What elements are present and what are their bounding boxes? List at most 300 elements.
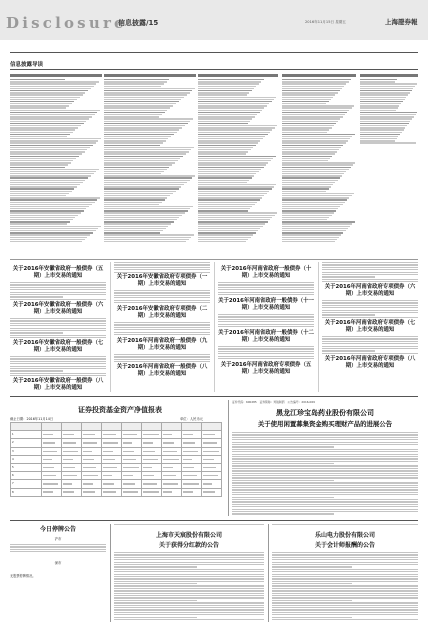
fund-cell-text [143,467,152,468]
guide-row [104,239,189,240]
guide-row [198,204,255,205]
guide-row [104,167,169,168]
guide-row [282,215,332,216]
text-line [322,336,418,337]
guide-row [10,142,96,143]
fund-cell [62,439,82,447]
fund-cell [141,480,161,488]
issue-date: 2016年11月15日 星期五 [305,20,346,24]
guide-row [104,177,192,178]
text-line [232,439,418,440]
guide-row [198,149,251,150]
guide-row [198,79,264,80]
notices-rule [10,259,418,260]
fund-cell-text [203,451,219,452]
guide-row [198,83,259,84]
guide-row [282,149,339,150]
fund-cell-text [143,434,159,435]
text-line [218,319,314,320]
guide-row [10,112,97,113]
guide-row [282,134,355,135]
fund-cell-text [43,475,56,476]
fund-cell-text [203,442,217,443]
fund-cell [82,455,102,463]
guide-row [10,199,97,200]
fund-cell [141,455,161,463]
fund-table-header-cell [181,423,201,431]
guide-row [10,83,96,84]
guide-row [198,169,261,170]
fund-cell [121,480,141,488]
text-line [272,593,418,594]
guide-row [10,230,96,231]
guide-row [360,83,417,84]
guide-row [10,162,71,163]
guide-row [198,167,264,168]
fund-cell-text [103,451,113,452]
guide-row [360,103,401,104]
text-line [114,612,264,613]
guide-row [104,151,189,152]
fund-cell-text [43,467,54,468]
text-line [272,552,418,553]
fund-row-index: 2 [11,439,42,447]
fund-report-date: 截止日期：2016年11月14日 [10,417,54,421]
fund-table-header-cell [82,423,102,431]
guide-row [10,171,96,172]
guide-row [282,219,327,220]
guide-row [10,167,65,168]
notice-body [322,262,418,284]
notice-col-1 [10,262,106,392]
text-line [114,324,210,325]
fund-cell [181,439,201,447]
fund-cell-text [83,451,92,452]
guide-row [10,182,83,183]
text-line [232,449,418,450]
fund-cell-text [43,491,53,492]
guide-row [282,171,346,172]
fund-cell-text [143,451,155,452]
guide-row [282,118,340,119]
guide-row [10,234,90,235]
text-line [232,494,418,495]
fund-cell [141,488,161,496]
text-line [114,295,210,296]
fund-cell [161,472,181,480]
guide-row [198,88,254,89]
fund-cell [161,431,181,439]
fund-cell-text [143,483,157,484]
guide-row [10,188,74,189]
guide-row [104,158,180,159]
guide-column-header [104,74,196,77]
guide-row [104,105,173,106]
guide-row [282,94,335,95]
guide-row [198,138,263,139]
text-line [114,617,197,618]
text-line [218,294,314,295]
fund-table-row [11,480,222,488]
fund-cell-text [203,475,218,476]
fund-cell [141,472,161,480]
fund-cell [121,463,141,471]
fund-cell-text [163,451,177,452]
fund-row-index: 5 [11,463,42,471]
guide-row [198,99,274,100]
text-line [10,282,106,283]
text-line [10,328,106,329]
text-line [10,546,106,547]
fund-cell [161,463,181,471]
fund-cell-text [83,475,98,476]
text-line [322,300,418,301]
text-line [232,509,418,510]
fund-cell [42,488,62,496]
text-line [322,314,375,315]
guide-row [360,101,403,102]
fund-cell-text [143,459,158,460]
fund-row-index: 3 [11,447,42,455]
guide-row [360,114,416,115]
fund-cell-text [43,451,57,452]
guide-row [10,103,72,104]
text-line [232,465,418,466]
text-line [272,554,418,555]
guide-row [282,232,343,233]
fund-cell [101,431,121,439]
guide-row [198,223,265,224]
fund-cell-text [183,475,197,476]
text-line [272,614,418,615]
text-line [232,480,334,481]
text-line [232,470,418,471]
guide-row [282,105,354,106]
guide-row [104,208,190,209]
guide-row [104,223,171,224]
fund-cell [141,463,161,471]
text-line [272,566,352,567]
fund-cell-text [63,459,73,460]
guide-row [198,232,256,233]
notice-body [114,262,210,274]
guide-row [198,228,260,229]
guide-row [198,107,264,108]
text-line [218,351,314,352]
text-line [272,571,418,572]
guide-row [104,110,167,111]
suspension-sz: 深市 [54,561,62,565]
guide-row [104,226,168,227]
text-line [232,513,334,514]
guide-row [10,149,87,150]
company-announcement [232,400,418,516]
text-line [10,551,106,552]
guide-row [10,92,85,93]
text-line [272,617,352,618]
text-line [232,444,418,445]
guide-row [360,118,412,119]
guide-row [104,118,193,119]
fund-cell-text [43,434,53,435]
notice-title: 关于获得分红款的公告 [158,542,219,549]
notice-title: 关于2016年河南省政府一般债券（九期）上市交易的通知 [116,338,208,351]
fund-row-index: 7 [11,480,42,488]
guide-row [104,129,179,130]
fund-cell-text [63,475,77,476]
guide-row [198,118,252,119]
text-line [322,350,375,351]
guide-row [10,127,78,128]
suspension-box [10,524,106,622]
fund-cell-text [203,467,216,468]
text-line [114,552,264,553]
fund-cell [101,455,121,463]
notice-title: 关于2016年安徽省政府一般债券（六期）上市交易的通知 [12,302,104,315]
notice-title: 关于2016年河南省政府一般债券（十一期）上市交易的通知 [218,298,314,311]
fund-cell [181,455,201,463]
text-line [10,289,106,290]
guide-row [282,230,346,231]
text-line [232,456,418,457]
text-line [114,332,210,333]
text-line [232,442,418,443]
text-line [272,557,418,558]
bottom-rule [10,520,418,521]
guide-row [282,188,329,189]
guide-row [282,212,334,213]
text-line [272,585,418,586]
text-line [10,337,106,338]
guide-row [360,86,415,87]
text-line [114,290,210,291]
fund-cell-text [183,467,195,468]
fund-cell [62,455,82,463]
fund-cell [62,431,82,439]
text-line [272,581,418,582]
fund-cell-text [183,434,193,435]
guide-row [282,153,335,154]
text-line [232,468,418,469]
guide-row [198,234,253,235]
notice-body [322,300,418,320]
guide-row [10,81,99,82]
guide-row [282,237,339,238]
guide-row [10,169,99,170]
fund-cell-text [103,442,118,443]
guide-column-header [10,74,102,77]
fund-report-title: 证券投资基金资产净值报表 [78,406,162,414]
fund-cell [141,447,161,455]
fund-cell [101,447,121,455]
guide-row [282,123,336,124]
guide-row [104,184,184,185]
text-line [232,506,418,507]
guide-row [10,232,93,233]
text-line [218,316,314,317]
guide-row [198,123,248,124]
text-line [232,461,418,462]
text-line [272,612,418,613]
fund-cell [82,480,102,488]
fund-cell [141,431,161,439]
text-line [272,605,418,606]
guide-row [282,202,345,203]
fund-cell-text [163,475,176,476]
guide-row [104,134,174,135]
text-line [10,296,63,297]
guide-row [104,237,191,238]
fund-table-header-cell [101,423,121,431]
guide-column [104,74,196,254]
text-line [10,373,106,374]
text-line [10,330,106,331]
fund-cell-text [123,467,139,468]
text-line [114,269,210,270]
text-line [232,492,418,493]
guide-row [198,197,262,198]
notice-title: 关于2016年安徽省政府一般债券（五期）上市交易的通知 [12,266,104,279]
notice-col-3 [218,262,314,392]
fund-cell-text [163,491,172,492]
guide-row [198,173,256,174]
notice-code-line [114,524,264,528]
text-line [10,323,106,324]
fund-cell-text [43,483,58,484]
guide-row [282,223,352,224]
text-line [10,358,106,359]
text-line [114,354,210,355]
notice-title: 关于2016年河南省政府专项债券（八期）上市交易的通知 [324,356,416,369]
fund-cell [161,455,181,463]
guide-row [10,94,83,95]
fund-cell [62,480,82,488]
guide-row [198,237,251,238]
text-line [322,312,418,313]
text-line [218,292,314,293]
leshan-notice [272,524,418,622]
text-line [114,356,210,357]
guide-row [104,142,163,143]
notice-body [10,282,106,302]
fund-cell-text [103,483,114,484]
text-line [10,325,106,326]
text-line [232,473,418,474]
guide-row [198,210,248,211]
fund-table-row [11,463,222,471]
text-line [114,564,264,565]
guide-row [10,239,85,240]
text-line [10,284,106,285]
fund-cell [181,447,201,455]
guide-row [198,177,252,178]
guide-row [360,88,413,89]
text-line [114,329,210,330]
guide-row [198,202,257,203]
guide-row [198,180,249,181]
guide-row [198,171,259,172]
text-line [218,314,314,315]
guide-row [282,186,331,187]
guide-row [198,114,257,115]
notice-col-4 [322,262,418,392]
text-line [114,559,264,560]
guide-row [10,228,98,229]
fund-cell [161,447,181,455]
guide-row [282,127,332,128]
guide-row [10,202,95,203]
guide-row [198,206,252,207]
middle-rule [10,396,418,397]
guide-row [360,94,408,95]
fund-cell-text [163,459,179,460]
text-line [10,370,63,371]
text-line [114,566,197,567]
fund-row-index: 8 [11,488,42,496]
guide-row [10,158,76,159]
guide-row [198,81,261,82]
guide-row [282,138,350,139]
guide-row [10,186,77,187]
guide-row [360,97,406,98]
fund-cell [42,439,62,447]
paper-name: 上海證券報 [385,18,418,26]
text-line [10,549,106,550]
fund-cell [201,439,221,447]
guide-row [10,151,85,152]
guide-row [282,90,340,91]
text-line [114,292,210,293]
fund-cell-text [183,483,199,484]
fund-cell-text [103,459,115,460]
guide-row [10,156,79,157]
text-line [114,583,197,584]
guide-row [104,81,167,82]
guide-row [104,125,185,126]
fund-row-index: 1 [11,431,42,439]
text-line [114,302,210,303]
fund-row-index: 6 [11,472,42,480]
notice-title: 关于2016年河南省政府一般债券（八期）上市交易的通知 [116,364,208,377]
guide-row [104,195,170,196]
guide-row [198,186,274,187]
text-line [232,432,418,433]
text-line [272,590,418,591]
text-line [322,338,418,339]
fund-table-header-cell [141,423,161,431]
fund-cell [201,488,221,496]
guide-row [282,88,342,89]
guide-row [282,142,346,143]
text-line [114,334,210,335]
guide-row [282,114,345,115]
fund-cell [181,463,201,471]
suspension-title: 今日停牌公告 [39,526,76,533]
text-line [114,609,264,610]
tianchen-notice [114,524,264,622]
guide-row [282,184,333,185]
fund-cell [121,455,141,463]
fund-cell [82,463,102,471]
text-line [322,353,418,354]
fund-cell-text [203,459,214,460]
guide-row [10,79,65,80]
text-line [272,597,418,598]
fund-cell [101,463,121,471]
fund-cell-text [183,459,192,460]
guide-column [198,74,278,254]
guide-row [10,90,88,91]
